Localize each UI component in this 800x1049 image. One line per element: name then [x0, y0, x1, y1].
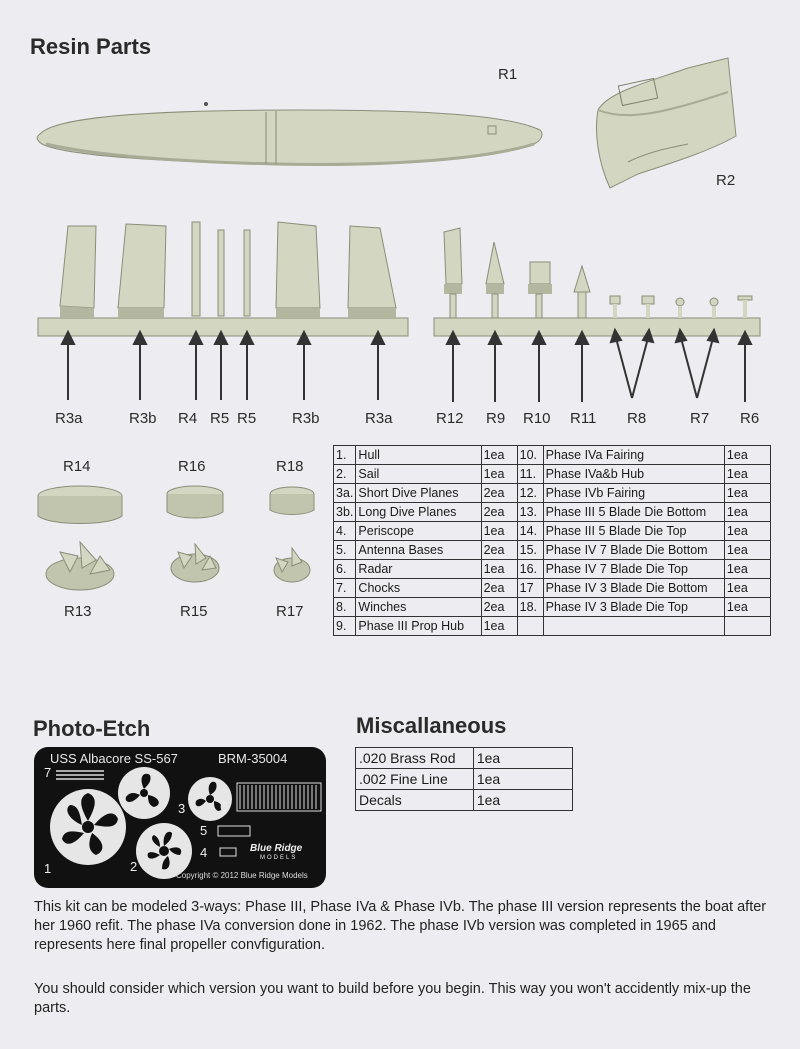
part-label-r15: R15 — [180, 603, 208, 620]
table-cell: 17 — [517, 579, 543, 598]
table-row — [334, 560, 771, 579]
table-cell: Chocks — [356, 579, 481, 598]
table-cell: Antenna Bases — [356, 541, 481, 560]
table-cell: 5. — [334, 541, 356, 560]
table-cell: 1ea — [481, 465, 517, 484]
table-row — [334, 484, 771, 503]
part-label-r16: R16 — [178, 458, 206, 475]
table-cell: 1ea — [724, 579, 770, 598]
table-cell: Phase III 5 Blade Die Top — [543, 522, 724, 541]
part-label-r6: R6 — [740, 410, 760, 427]
table-cell: 1ea — [724, 522, 770, 541]
table-cell: 1ea — [724, 560, 770, 579]
part-label-r9: R9 — [486, 410, 506, 427]
table-cell: Phase IV 7 Blade Die Bottom — [543, 541, 724, 560]
part-label-r3a-left: R3a — [55, 410, 83, 427]
table-row — [334, 617, 771, 636]
table-cell: 1ea — [473, 790, 572, 811]
part-label-r18: R18 — [276, 458, 304, 475]
part-label-r11: R11 — [570, 410, 597, 427]
fret-number-3: 3 — [178, 801, 186, 816]
table-cell: 2ea — [481, 579, 517, 598]
table-cell: 7. — [334, 579, 356, 598]
fret-logo-line1: Blue Ridge — [250, 843, 303, 854]
table-cell: 2ea — [481, 598, 517, 617]
table-cell: 4. — [334, 522, 356, 541]
table-cell: 3a. — [334, 484, 356, 503]
table-cell: 1. — [334, 446, 356, 465]
part-label-r5-a: R5 — [210, 410, 230, 427]
fret-number-6: 6 — [220, 799, 228, 814]
table-row — [356, 790, 573, 811]
table-cell: Hull — [356, 446, 481, 465]
table-cell: Winches — [356, 598, 481, 617]
fret-artwork — [34, 747, 326, 888]
table-cell: 1ea — [481, 522, 517, 541]
table-cell: 2. — [334, 465, 356, 484]
table-row — [334, 503, 771, 522]
table-cell: 6. — [334, 560, 356, 579]
table-cell: 2ea — [481, 503, 517, 522]
fret-number-5: 5 — [200, 823, 208, 838]
part-label-r13: R13 — [64, 603, 92, 620]
table-cell: 10. — [517, 446, 543, 465]
table-cell: Phase III Prop Hub — [356, 617, 481, 636]
table-cell: 1ea — [724, 541, 770, 560]
misc-heading: Miscallaneous — [356, 713, 507, 738]
resin-parts-heading: Resin Parts — [30, 34, 152, 59]
table-cell: 2ea — [481, 541, 517, 560]
table-row — [334, 579, 771, 598]
table-cell: 1ea — [481, 560, 517, 579]
table-cell: Phase IVa Fairing — [543, 446, 724, 465]
part-label-r14: R14 — [63, 458, 91, 475]
table-cell: 3b. — [334, 503, 356, 522]
sail-part-image — [588, 52, 740, 192]
table-cell — [724, 617, 770, 636]
part-label-r2: R2 — [716, 172, 736, 189]
table-cell: 1ea — [724, 598, 770, 617]
advice-paragraph: You should consider which version you want to build before you begin. This way you won't accidently mix-up the parts. — [34, 981, 751, 1016]
table-row — [334, 598, 771, 617]
part-label-r5-b: R5 — [237, 410, 257, 427]
table-cell: 2ea — [481, 484, 517, 503]
table-cell: 8. — [334, 598, 356, 617]
fret-logo-line2: MODELS — [260, 855, 298, 861]
table-cell: 1ea — [724, 484, 770, 503]
fret-code: BRM-35004 — [218, 751, 288, 766]
part-label-r3b-left: R3b — [129, 410, 157, 427]
fittings-sprue-image — [432, 222, 762, 422]
table-cell: 1ea — [481, 617, 517, 636]
table-row — [334, 522, 771, 541]
table-cell: Radar — [356, 560, 481, 579]
table-cell: Long Dive Planes — [356, 503, 481, 522]
table-cell: 12. — [517, 484, 543, 503]
part-label-r1: R1 — [498, 66, 518, 83]
intro-paragraph: This kit can be modeled 3-ways: Phase III, Phase IVa & Phase IVb. The phase III version represents the boat after her 1960 refit. The phase IVa conversion done in 1962. The phase IVb version was completed in 1965 and represents here final propeller convfiguration. — [34, 899, 767, 953]
table-row — [356, 748, 573, 769]
table-cell: 16. — [517, 560, 543, 579]
misc-table — [355, 747, 573, 811]
propeller-dies-image — [30, 482, 330, 602]
table-cell: 18. — [517, 598, 543, 617]
part-label-r7: R7 — [690, 410, 710, 427]
table-cell: Phase IV 3 Blade Die Bottom — [543, 579, 724, 598]
table-cell: Phase IV 7 Blade Die Top — [543, 560, 724, 579]
fret-number-7: 7 — [44, 765, 52, 780]
part-label-r8: R8 — [627, 410, 647, 427]
table-cell: 14. — [517, 522, 543, 541]
table-cell: Phase IVb Fairing — [543, 484, 724, 503]
part-label-r3a-right: R3a — [365, 410, 393, 427]
fret-copyright: Copyright © 2012 Blue Ridge Models — [176, 871, 308, 880]
photo-etch-heading: Photo-Etch — [33, 716, 151, 741]
table-cell: Phase III 5 Blade Die Bottom — [543, 503, 724, 522]
dive-planes-sprue-image — [36, 218, 410, 422]
table-cell: 1ea — [724, 503, 770, 522]
table-cell: Short Dive Planes — [356, 484, 481, 503]
table-cell: 1ea — [473, 769, 572, 790]
table-cell: 13. — [517, 503, 543, 522]
table-cell: 11. — [517, 465, 543, 484]
table-cell: 9. — [334, 617, 356, 636]
table-cell: Decals — [356, 790, 474, 811]
table-cell: 1ea — [724, 446, 770, 465]
table-cell: Phase IV 3 Blade Die Top — [543, 598, 724, 617]
fret-number-1: 1 — [44, 861, 52, 876]
table-cell: 1ea — [481, 446, 517, 465]
fret-number-2: 2 — [130, 859, 138, 874]
parts-list-table — [333, 445, 771, 636]
table-cell: Sail — [356, 465, 481, 484]
table-row — [334, 465, 771, 484]
table-cell — [543, 617, 724, 636]
photo-etch-fret — [34, 747, 326, 888]
table-cell: .002 Fine Line — [356, 769, 474, 790]
hull-part-image — [36, 96, 546, 176]
table-cell: Phase IVa&b Hub — [543, 465, 724, 484]
table-cell: 1ea — [473, 748, 572, 769]
table-cell: Periscope — [356, 522, 481, 541]
fret-title: USS Albacore SS-567 — [50, 751, 178, 766]
table-cell: 15. — [517, 541, 543, 560]
table-row — [356, 769, 573, 790]
table-row — [334, 446, 771, 465]
table-cell — [517, 617, 543, 636]
part-label-r12: R12 — [436, 410, 464, 427]
part-label-r17: R17 — [276, 603, 304, 620]
table-cell: 1ea — [724, 465, 770, 484]
table-cell: .020 Brass Rod — [356, 748, 474, 769]
part-label-r10: R10 — [523, 410, 551, 427]
fret-number-4: 4 — [200, 845, 208, 860]
part-label-r4: R4 — [178, 410, 198, 427]
part-label-r3b-right: R3b — [292, 410, 320, 427]
table-row — [334, 541, 771, 560]
